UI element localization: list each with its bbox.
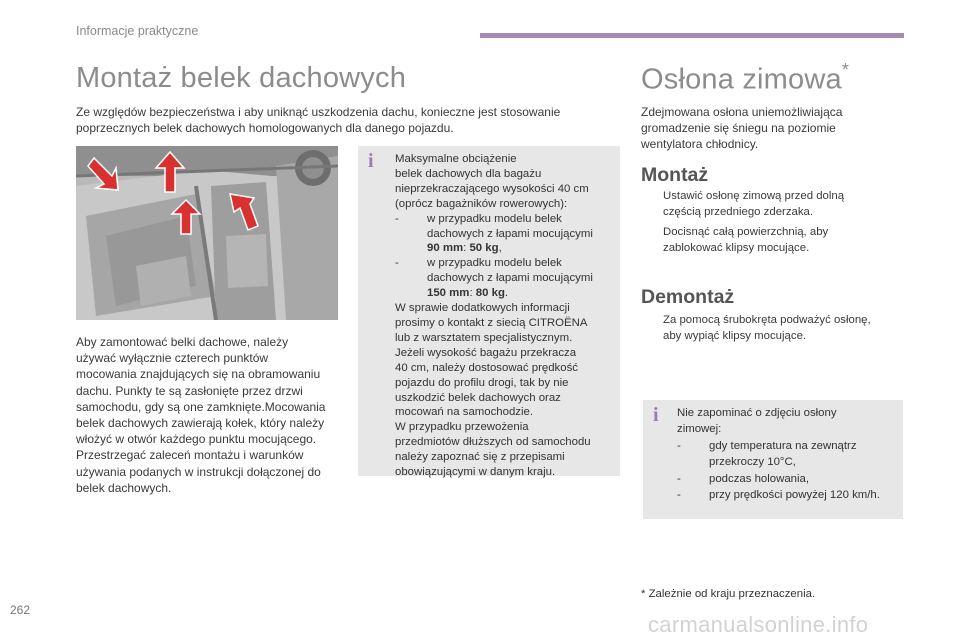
list-item: Za pomocą śrubokręta podważyć osłonę, aby wypiąć klipsy mocujące. [663,314,871,342]
watermark: carmanualsonline.info [648,612,869,637]
left-title: Montaż belek dachowych [76,62,407,94]
demontaz-list [641,312,903,344]
winter-cover-infobox [643,400,903,519]
list-item: - w przypadku modelu belek dachowych z łapami mocującymi 150 mm: 80 kg. [395,257,593,300]
list-item: - przy prędkości powyżej 120 km/h. [677,489,880,502]
list-item: Ustawić osłonę zimową przed dolną częścią przedniego zderzaka. [663,190,845,218]
montaz-list [641,188,903,256]
left-body: Aby zamontować belki dachowe, należy używać wyłącznie czterech punktów mocowania znajdujących się na obramowaniu dachu. Punkty te są zasłonięte przez drzwi samochodu, gdy są one zamknięte.Mocowania belek dachowych zawierają kołek, który należy włożyć w otwór każdego punktu mocującego. Przestrzegać zaleceń montażu i warunków używania podanych w instrukcji dołączonej do belek dachowych. [76,335,326,495]
roof-load-infobox [358,146,620,479]
page-number: 262 [10,603,31,617]
info-icon: i [653,404,659,426]
infobox-text: Maksymalne obciążenie belek dachowych dla bagażu nieprzekraczającego wysokości 40 cm (oprócz bagażników rowerowych): - w przypadku modelu belek dachowych z łapami mocującymi 90 mm: 50 kg, - w przypadku modelu belek dachowych z łapami mocującymi 150 mm: 80 kg. W sprawie dodatkowych informacji prosimy o kontakt z siecią CITROËNA lub z warsztatem specjalistycznym. Jeżeli wysokość bagażu przekracza 40 cm, należy dostosować prędkość pojazdu do profilu drogi, tak by nie uszkodzić belek dachowych oraz mocowań na samochodzie. W przypadku przewożenia przedmiotów dłuższych od samochodu należy zapoznać się z przepisami obowiązującymi w danym kraju. [395,152,617,480]
infobox-text: Nie zapominać o zdjęciu osłony zimowej: - gdy temperatura na zewnątrz przekroczy 10°C, - podczas holowania, - przy prędkości powyżej 120 km/h. [677,405,899,503]
arrow-icon [154,150,186,194]
footnote: * Zależnie od kraju przeznaczenia. [641,588,816,600]
roof-bars-illustration [76,146,338,320]
header-accent-bar [480,33,904,38]
list-item: - w przypadku modelu belek dachowych z łapami mocującymi 90 mm: 50 kg, [395,212,593,255]
info-icon: i [368,150,374,172]
section-header: Informacje praktyczne [76,24,199,38]
arrow-icon [170,198,202,236]
right-title: Osłona zimowa* [641,60,850,96]
arrow-icon [224,192,260,232]
montaz-heading: Montaż [641,164,709,186]
list-item: Docisnąć całą powierzchnią, aby zablokować klipsy mocujące. [663,226,829,254]
demontaz-heading: Demontaż [641,286,735,308]
list-item: - gdy temperatura na zewnątrz przekroczy 10°C, [677,439,857,469]
left-intro: Ze względów bezpieczeństwa i aby uniknąć uszkodzenia dachu, konieczne jest stosowanie poprzecznych belek dachowych homologowanych dla danego pojazdu. [76,105,561,136]
right-intro: Zdejmowana osłona uniemożliwiająca gromadzenie się śniegu na poziomie wentylatora chłodnicy. [641,105,843,152]
arrow-icon [86,154,122,194]
list-item: - podczas holowania, [677,472,810,485]
